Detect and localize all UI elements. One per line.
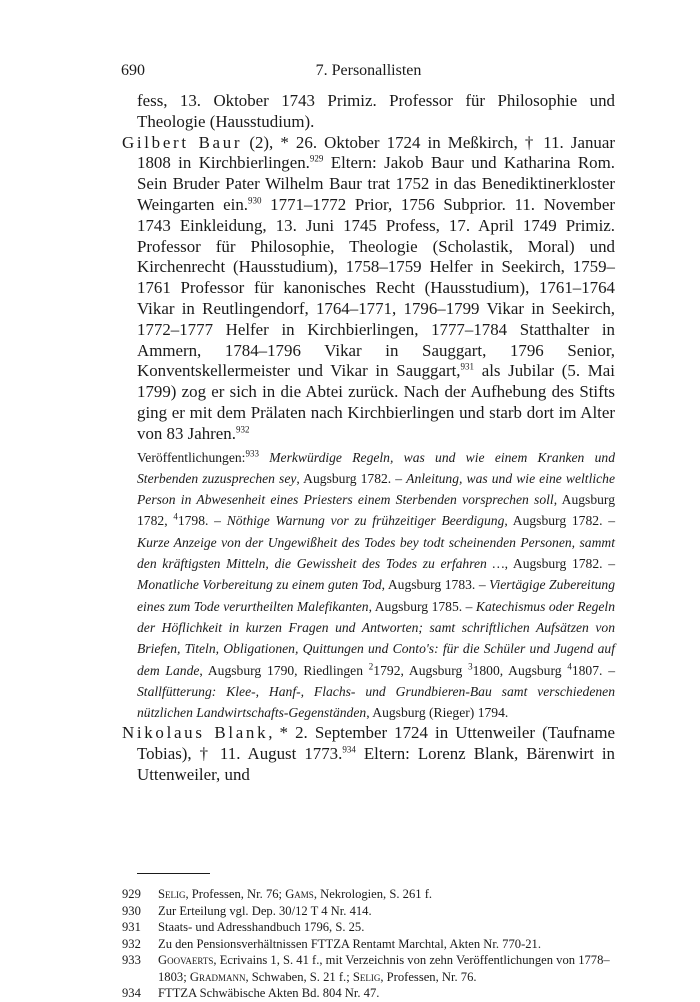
author-name: Selig	[352, 969, 381, 984]
publication-title: Stallfütterung: Klee-, Hanf-, Flachs- und Grundbieren-Bau samt verschiedenen nützlichen Landwirtschafts-Gegenständen	[137, 683, 615, 721]
footnote-number: 930	[122, 903, 141, 918]
author-name: Goovaerts	[158, 953, 214, 967]
footnote-ref[interactable]: 931	[460, 361, 475, 372]
publications-paragraph	[137, 447, 615, 724]
footnote	[122, 952, 615, 985]
entry-text: (2), * 26. Oktober 1724 in Meßkirch, † 11. Januar 1808 in Kirchbierlingen.	[137, 132, 615, 173]
footnote-ref[interactable]: 930	[247, 195, 262, 206]
entry-text: , * 2. September 1724 in Uttenweiler (Taufname Tobias), † 11. August 1773.	[137, 723, 615, 764]
publication-info: 1792, Augsburg	[373, 662, 469, 678]
running-head: 7. Personallisten	[315, 62, 422, 79]
footnote-segment: , Nekrologien, S. 261 f.	[313, 887, 433, 901]
footnote-segment: , Professen, Nr. 76.	[380, 969, 477, 984]
page-number: 690	[121, 62, 145, 79]
publication-info: , Augsburg 1782. –	[296, 470, 407, 486]
publication-title: Anleitung, was und wie eine weltliche Person in Abwesenheit eines Priesters einem Sterbenden vorsprechen soll	[137, 470, 615, 508]
entry-paragraph	[122, 133, 615, 445]
main-text	[122, 91, 615, 786]
publication-info: 1800, Augsburg	[472, 662, 568, 678]
footnote	[122, 936, 615, 953]
footnote-text: FTTZA Schwäbische Akten Bd. 804 Nr. 47.	[158, 986, 380, 1000]
footnote-number: 931	[122, 920, 141, 934]
publication-title: Viertägige Zubereitung eines zum Tode verurtheilten Malefikanten	[137, 577, 616, 614]
footnote-segment: , Schwaben, S. 21 f.;	[245, 969, 353, 984]
footnote-ref[interactable]: 932	[235, 424, 250, 435]
entry-name: Nikolaus Blank	[122, 723, 269, 743]
publication-info: 1807. –	[571, 662, 615, 678]
edition-number: 2	[368, 660, 374, 671]
footnote-ref[interactable]: 934	[342, 744, 356, 755]
footnote-number: 933	[122, 953, 141, 967]
footnote	[122, 985, 615, 1002]
footnote	[122, 919, 615, 936]
entry-text: als Jubilar (5. Mai 1799) zog er sich in die Abtei zurück. Nach der Aufhebung des Stifts ging er mit dem Prälaten nach Kirchbierlingen und starb dort im Alter von 83 Jahren.	[137, 361, 615, 443]
entry-name: Gilbert Baur	[122, 132, 243, 152]
footnote-text: Zu den Pensionsverhältnissen FTTZA Rentamt Marchtal, Akten Nr. 770-21.	[158, 936, 542, 951]
entry-text: 1771–1772 Prior, 1756 Subprior. 11. November 1743 Einkleidung, 13. Juni 1745 Profess, 17. April 1749 Primiz. Professor für Philosophie, Theologie (Scholastik, Moral) und Kirchenrecht (Hausstudium), 1758–1759 Helfer in Seekirch, 1759–1761 Professor für kanonisches Recht (Hausstudium), 1761–1764 Vikar in Reutlingendorf, 1764–1771, 1796–1799 Vikar in Seekirch, 1772–1777 Helfer in Kirchbierlingen, 1777–1784 Statthalter in Ammern, 1784–1796 Vikar in Sauggart, 1796 Senior, Konventskellermeister und Vikar in Sauggart,	[137, 194, 615, 381]
entry-continuation: fess, 13. Oktober 1743 Primiz. Professor für Philosophie und Theologie (Hausstudium).	[137, 91, 615, 131]
publication-title: Katechismus oder Regeln der Höflichkeit in kurzen Fragen und Antworten; samt schriftlichen Aufsätzen von Briefen, Titeln, Obligationen, Quittungen und Conto's: für die Schüler und Jugend auf dem Lande	[137, 598, 616, 678]
publication-info: , Augsburg 1782,	[137, 492, 615, 529]
footnote-divider	[137, 873, 210, 874]
footnote-number: 932	[122, 936, 141, 951]
footnote-segment: , Professen, Nr. 76;	[185, 887, 286, 901]
footnote-text: Zur Erteilung vgl. Dep. 30/12 T 4 Nr. 414.	[158, 903, 372, 918]
footnotes	[122, 886, 615, 1002]
footnote-number: 934	[122, 986, 141, 1000]
publication-info: , Augsburg 1782. –	[504, 556, 615, 572]
publications-list	[122, 447, 615, 724]
publication-title: Nöthige Warnung vor zu frühzeitiger Beerdigung	[226, 513, 505, 529]
footnote-ref[interactable]: 933	[245, 448, 259, 459]
publication-info: , Augsburg 1783. –	[381, 577, 490, 593]
footnote-number: 929	[122, 887, 141, 901]
footnote-text	[158, 886, 615, 903]
footnote-ref[interactable]: 929	[309, 153, 324, 164]
publication-title: Kurze Anzeige von der Ungewißheit des Todes bey todt scheinenden Personen, sammt den kräftigsten Mitteln, die Gewissheit des Todes zu erfahren …	[137, 534, 615, 572]
publication-info: , Augsburg 1782. –	[504, 513, 616, 529]
publication-info: 1798. –	[177, 513, 227, 529]
footnote-text	[158, 952, 615, 985]
footnote	[122, 903, 615, 920]
footnote	[122, 886, 615, 903]
entry-paragraph	[122, 723, 615, 785]
entry-gilbert-baur	[122, 133, 615, 724]
entry-nikolaus-blank	[122, 723, 615, 785]
author-name: Gradmann	[189, 969, 246, 984]
publication-info: , Augsburg (Rieger) 1794.	[366, 705, 509, 721]
entry-text: Eltern: Lorenz Blank, Bärenwirt in Uttenweiler, und	[137, 744, 615, 784]
publication-title: Merkwürdige Regeln, was und wie einem Kranken und Sterbenden zuzusprechen sey	[137, 449, 615, 486]
edition-number: 3	[468, 660, 473, 671]
author-name: Gams	[285, 887, 314, 901]
footnote-segment: , Ecrivains 1, S. 41 f., mit Verzeichnis von zehn Veröffentlichungen von 1778–1803;	[158, 953, 610, 984]
publications-label: Veröffentlichungen:	[137, 449, 246, 465]
publication-info: , Augsburg 1785. –	[368, 598, 476, 614]
publication-info: , Augsburg 1790, Riedlingen	[199, 662, 369, 678]
publication-title: Monatliche Vorbereitung zu einem guten Tod	[137, 577, 382, 593]
edition-number: 4	[567, 660, 572, 671]
entry-text: Eltern: Jakob Baur und Katharina Rom. Sein Bruder Pater Wilhelm Baur trat 1752 in das Benediktinerkloster Weingarten ein.	[137, 153, 615, 214]
author-name: Selig	[158, 887, 186, 901]
footnote-text: Staats- und Adresshandbuch 1796, S. 25.	[158, 920, 365, 934]
edition-number: 4	[173, 511, 178, 522]
